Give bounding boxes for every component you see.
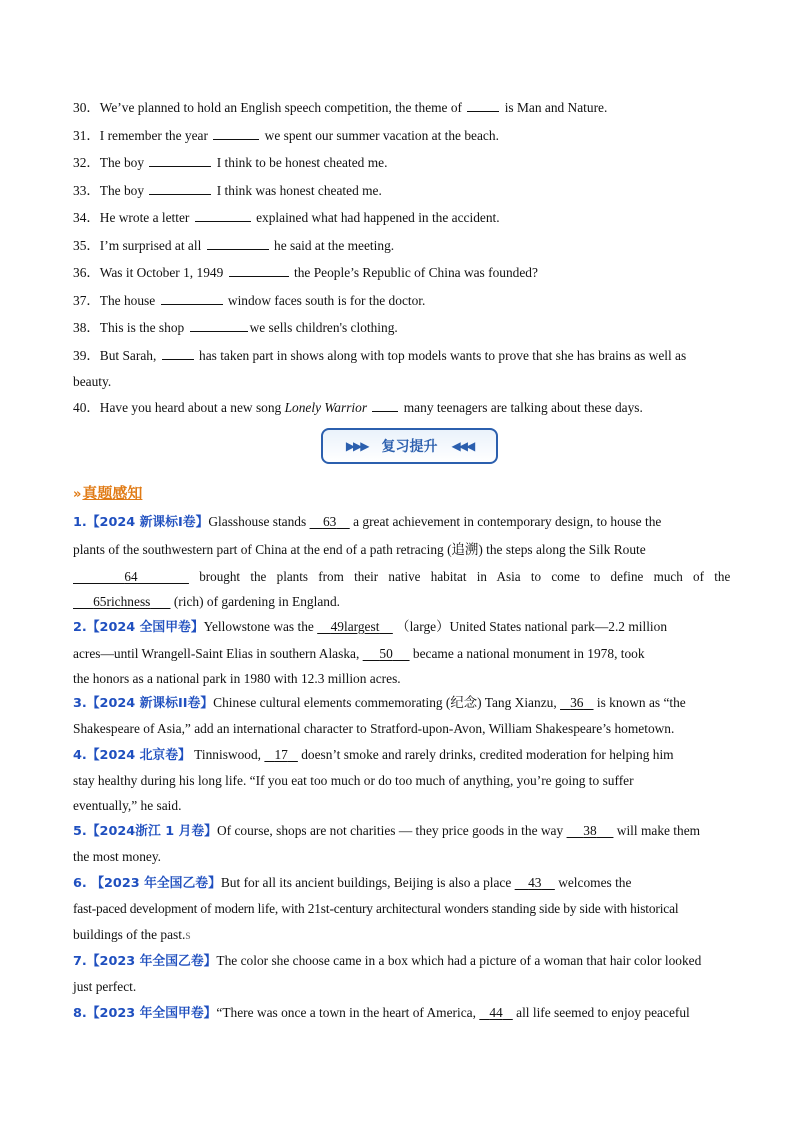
review-banner [321, 428, 498, 464]
exam-item-1-line-3: 64 brought the plants from their native habitat in Asia to come to define much of the [124, 569, 731, 584]
answer-blank[interactable] [149, 181, 211, 195]
exam-item-1-line-4: 65richness (rich) of gardening in England. [93, 594, 341, 609]
answer-blank[interactable] [207, 236, 269, 250]
exam-item-3-line-2: Shakespeare of Asia,” add an international character to Stratford-upon-Avon, William Shakespeare’s hometown. [73, 721, 675, 736]
answer-blank[interactable] [195, 208, 251, 222]
exam-item-2-line-3: the honors as a national park in 1980 with 12.3 million acres. [73, 671, 401, 686]
answer-blank[interactable] [162, 346, 194, 360]
question-33: 33．The boy I think was honest cheated me. [73, 183, 382, 198]
right-arrows-icon: ▶▶▶ [345, 439, 368, 453]
left-arrows-icon: ◀◀◀ [451, 439, 474, 453]
exam-item-2: 2.【2024 全国甲卷】Yellowstone was the 49largest （large）United States national park—2.2 million [73, 619, 668, 635]
question-39-continued: beauty. [73, 374, 112, 389]
answer-blank[interactable] [467, 98, 499, 112]
exam-item-3: 3.【2024 新课标II卷】Chinese cultural elements commemorating (纪念) Tang Xianzu, 36 is known as “the [73, 695, 686, 711]
section-header [73, 482, 142, 503]
exam-item-8: 8.【2023 年全国甲卷】“There was once a town in the heart of America, 44 all life seemed to enjoy peaceful [73, 1005, 690, 1021]
exam-item-1-line-2: plants of the southwestern part of China at the end of a path retracing (追溯) the steps along the Silk Route [73, 542, 646, 557]
exam-item-4-line-3: eventually,” he said. [73, 798, 182, 813]
banner-title: 复习提升 [381, 439, 438, 455]
double-chevron-icon: » [73, 487, 79, 502]
answer-blank[interactable] [149, 153, 211, 167]
exam-item-2-line-2: acres—until Wrangell-Saint Elias in southern Alaska, 50 became a national monument in 1978, took [73, 646, 645, 661]
question-31: 31．I remember the year we spent our summer vacation at the beach. [73, 128, 499, 143]
exam-item-4-line-2: stay healthy during his long life. “If you eat too much or do too much of anything, you’re going to suffer [73, 773, 634, 788]
question-38: 38．This is the shop we sells children's clothing. [73, 320, 398, 335]
answer-blank[interactable] [213, 126, 259, 140]
exam-item-5-line-2: the most money. [73, 849, 162, 864]
answer-blank[interactable] [229, 263, 289, 277]
question-30: 30．We’ve planned to hold an English speech competition, the theme of is Man and Nature. [73, 100, 608, 115]
exam-item-1: 1.【2024 新课标I卷】Glasshouse stands 63 a great achievement in contemporary design, to house the [73, 514, 662, 530]
question-37: 37．The house window faces south is for the doctor. [73, 293, 426, 308]
question-40: 40．Have you heard about a new song Lonely Warrior many teenagers are talking about these days. [73, 400, 643, 415]
exam-item-4: 4.【2024 北京卷】 Tinniswood, 17 doesn’t smoke and rarely drinks, credited moderation for helping him [73, 747, 674, 763]
question-35: 35．I’m surprised at all he said at the meeting. [73, 238, 395, 253]
answer-blank[interactable] [190, 318, 248, 332]
exam-item-6-line-3: buildings of the past.s [73, 927, 191, 942]
exam-item-6: 6. 【2023 年全国乙卷】But for all its ancient buildings, Beijing is also a place 43 welcomes the [73, 875, 632, 891]
section-title: 真题感知 [82, 484, 143, 502]
answer-blank[interactable] [372, 398, 398, 412]
question-36: 36．Was it October 1, 1949 the People’s Republic of China was founded? [73, 265, 538, 280]
exam-item-7: 7.【2023 年全国乙卷】The color she choose came in a box which had a picture of a woman that hair color looked [73, 953, 702, 969]
question-34: 34．He wrote a letter explained what had happened in the accident. [73, 210, 500, 225]
exam-item-5: 5.【2024浙江 1 月卷】Of course, shops are not charities — they price goods in the way 38 will make them [73, 823, 701, 839]
exam-item-6-line-2: fast-paced development of modern life, with 21st-century architectural wonders standing side by side with historical [73, 901, 679, 916]
answer-blank[interactable] [161, 291, 223, 305]
exam-item-7-line-2: just perfect. [73, 979, 137, 994]
question-32: 32．The boy I think to be honest cheated me. [73, 155, 388, 170]
question-39: 39．But Sarah, has taken part in shows along with top models wants to prove that she has brains as well as [73, 348, 687, 363]
